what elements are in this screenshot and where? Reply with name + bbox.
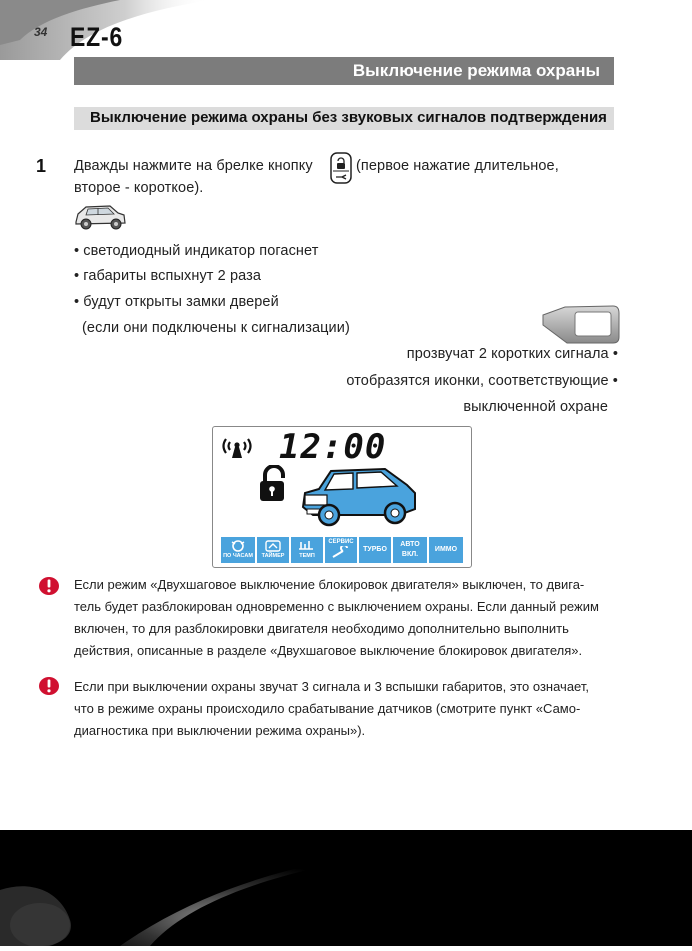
warning-icon: [38, 676, 60, 696]
note-1-line-2: тель будет разблокирован одновременно с выключением охраны. Если данный режим: [74, 599, 599, 614]
step-text-line2: второе - короткое).: [74, 180, 204, 196]
subsection-title: Выключение режима охраны без звуковых сигналов подтверждения: [90, 109, 607, 126]
car-effect-3: • будут открыты замки дверей: [74, 294, 279, 310]
lcd-btn-turbo-label: ТУРБО: [363, 546, 387, 553]
section-title-bar: [74, 57, 614, 85]
remote-fob-icon: [541, 303, 621, 345]
remote-effect-1: прозвучат 2 коротких сигнала •: [406, 346, 618, 362]
lcd-btn-auto-on: [393, 537, 427, 563]
engine-start-icon: [228, 539, 248, 553]
step-number: 1: [36, 156, 47, 176]
note-1-line-1: Если режим «Двухшаговое выключение блокировок двигателя» выключен, то двига-: [74, 577, 585, 592]
lcd-btn-by-clock-label: ПО ЧАСАМ: [223, 553, 253, 559]
note-2-line-1: Если при выключении охраны звучат 3 сигнала и 3 вспышки габаритов, это означает,: [74, 679, 589, 694]
car-icon: [72, 202, 128, 232]
lcd-btn-service-label: СЕРВИС: [328, 539, 354, 545]
note-1-line-3: включен, то для разблокировки двигателя необходимо дополнительно выполнить: [74, 621, 569, 636]
remote-effect-2: отобразятся иконки, соответствующие •: [346, 373, 618, 389]
lcd-car-icon: [299, 463, 419, 529]
lcd-btn-immo: [429, 537, 463, 563]
antenna-signal-icon: [219, 433, 255, 461]
step-text-line1b: (первое нажатие длительное,: [356, 158, 559, 174]
lcd-time: 12:00: [279, 427, 387, 467]
model-name: EZ-6: [70, 22, 124, 52]
lcd-btn-timer: [257, 537, 289, 563]
note-2: [74, 676, 614, 742]
wrench-icon: [330, 546, 352, 560]
lcd-btn-service: [325, 537, 357, 563]
car-effect-4: (если они подключены к сигнализации): [82, 320, 350, 336]
lcd-btn-turbo: [359, 537, 391, 563]
section-title: Выключение режима охраны: [352, 61, 600, 80]
lcd-display: [212, 426, 472, 568]
subsection-title-bar: [74, 107, 614, 130]
thermometer-icon: [297, 539, 317, 553]
lcd-btn-immo-label: ИММО: [434, 546, 458, 553]
car-effect-2: • габариты вспыхнут 2 раза: [74, 268, 262, 284]
timer-icon: [263, 539, 283, 553]
lcd-btn-by-clock: [221, 537, 255, 563]
lcd-btn-temp: [291, 537, 323, 563]
note-2-line-2: что в режиме охраны происходило срабатывание датчиков (смотрите пункт «Само-: [74, 701, 581, 716]
unlocked-padlock-icon: [257, 465, 291, 503]
note-1-line-4: действия, описанные в разделе «Двухшаговое выключение блокировок двигателя».: [74, 643, 583, 658]
lcd-btn-on-label: ВКЛ.: [401, 551, 419, 558]
footer-decoration: [0, 830, 692, 946]
remote-effect-3: выключенной охране: [463, 399, 608, 415]
lcd-btn-timer-label: ТАЙМЕР: [261, 553, 285, 559]
lcd-btn-temp-label: ТЕМП: [299, 553, 315, 559]
lcd-btn-auto-label: АВТО: [400, 541, 420, 548]
car-effect-1: • светодиодный индикатор погаснет: [74, 243, 319, 259]
step-text-line1a: Дважды нажмите на брелке кнопку: [74, 158, 313, 174]
remote-unlock-button-icon: [330, 152, 352, 184]
footer-swirl: [0, 830, 692, 946]
note-2-line-3: диагностика при выключении режима охраны»).: [74, 723, 366, 738]
warning-icon: [38, 576, 60, 596]
page-number: 34: [34, 25, 48, 39]
note-1: [74, 574, 614, 662]
